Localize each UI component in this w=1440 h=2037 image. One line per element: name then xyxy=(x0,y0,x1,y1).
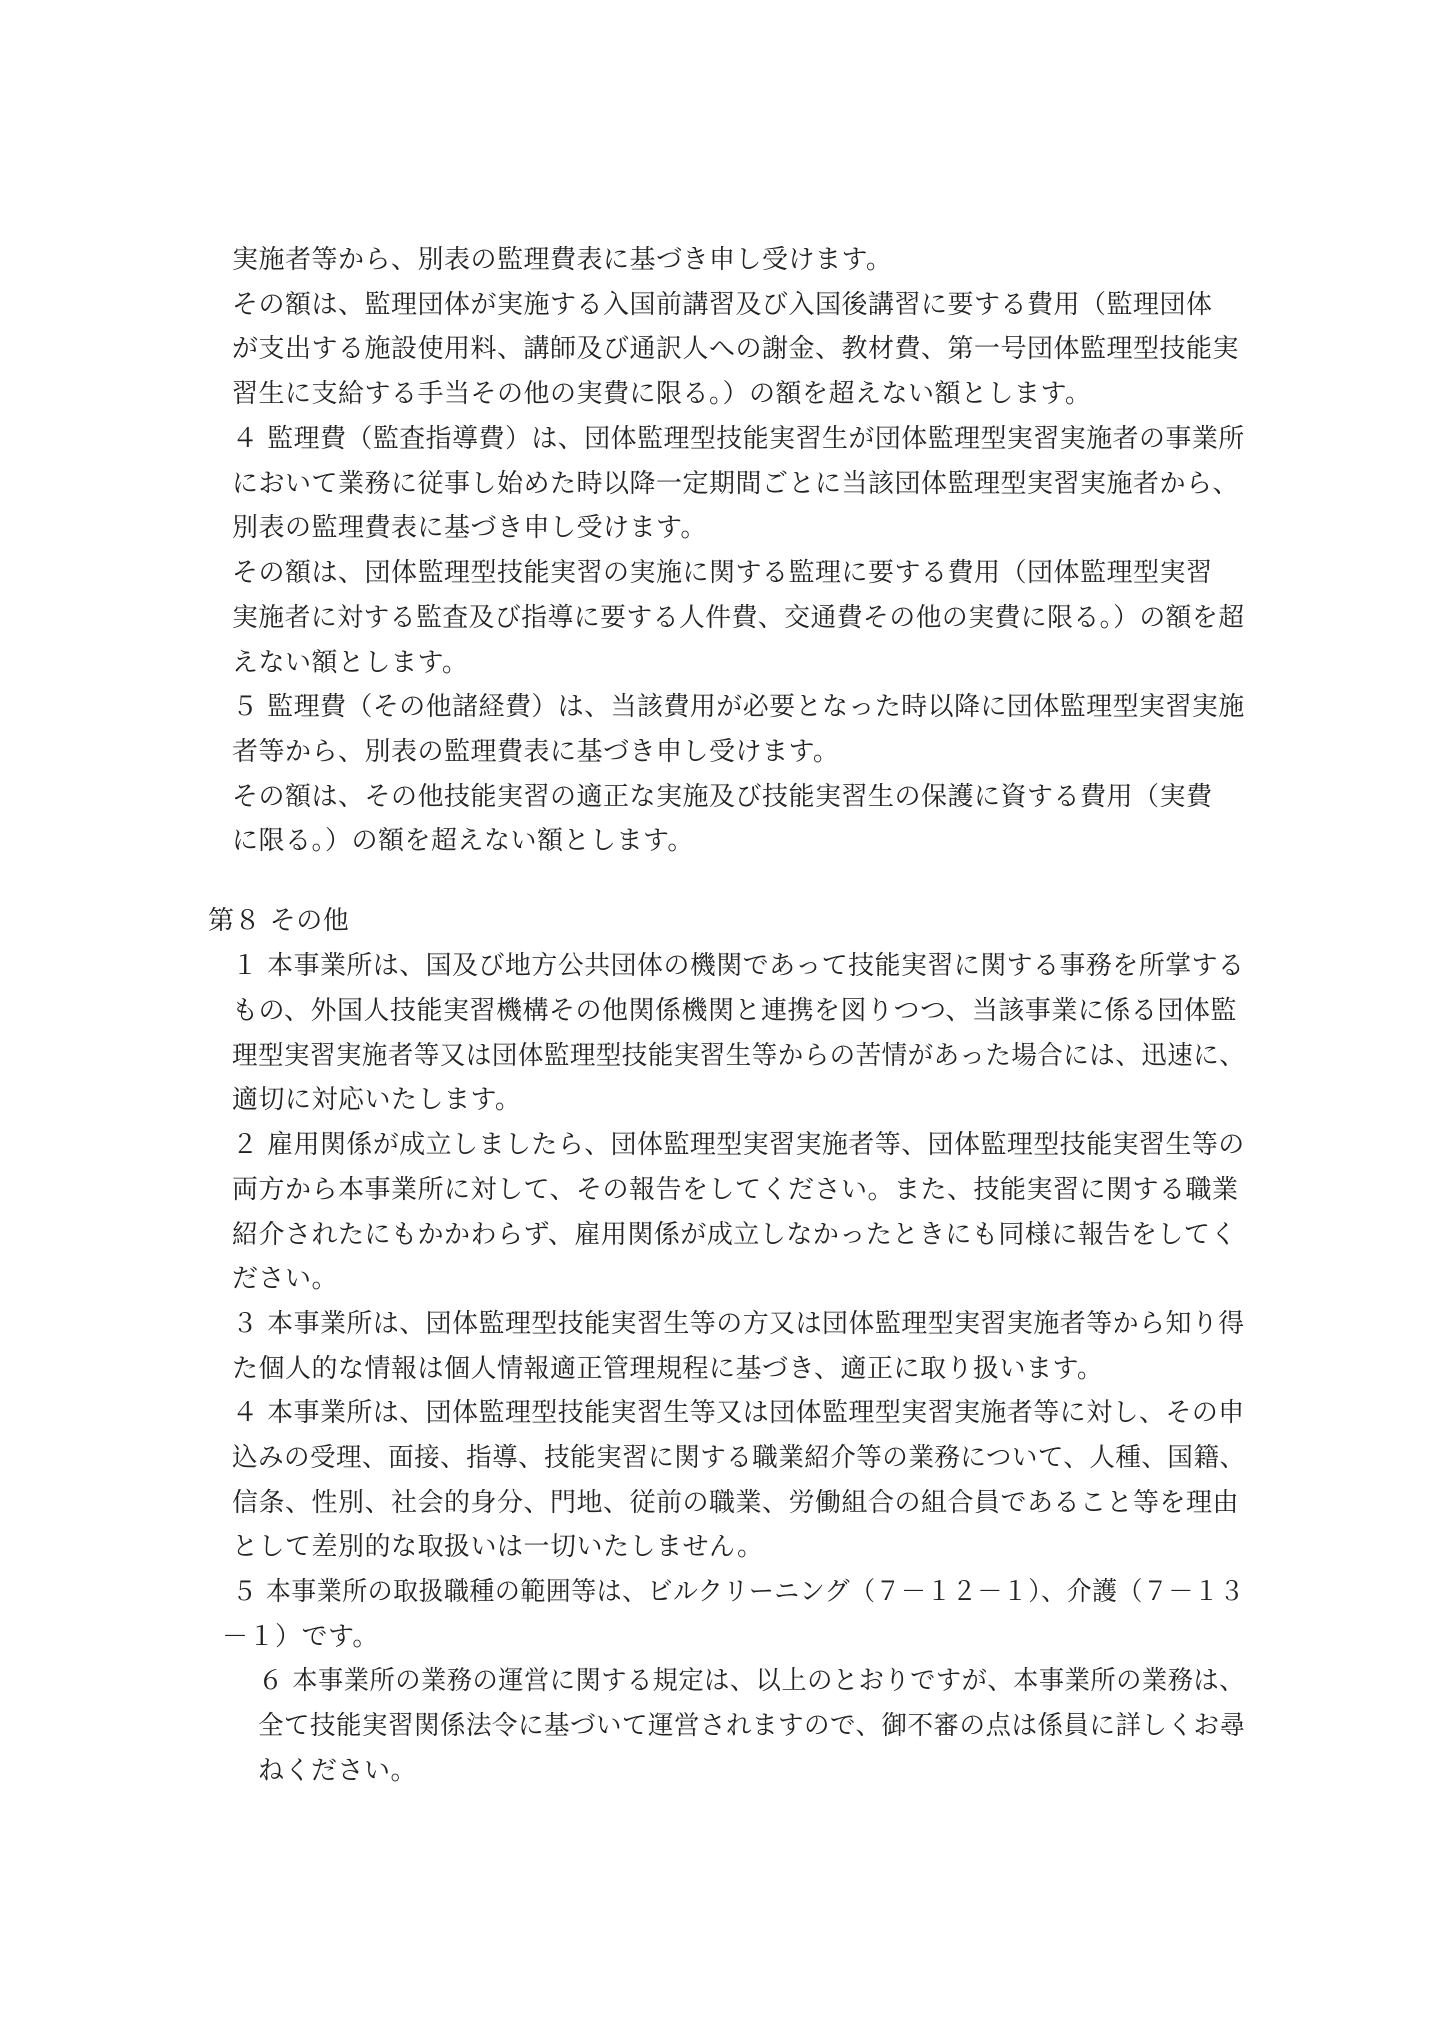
text-line: が支出する施設使用料、講師及び通訳人への謝金、教材費、第一号団体監理型技能実 xyxy=(232,334,1240,364)
text-line: 信条、性別、社会的身分、門地、従前の職業、労働組合の組合員であること等を理由 xyxy=(232,1488,1240,1518)
text-line: ３ 本事業所は、団体監理型技能実習生等の方又は団体監理型実習実施者等から知り得 xyxy=(232,1309,1245,1339)
text-line: ねください。 xyxy=(258,1756,418,1786)
text-line: ５ 監理費（その他諸経費）は、当該費用が必要となった時以降に団体監理型実習実施 xyxy=(232,692,1245,722)
text-line: その額は、団体監理型技能実習の実施に関する監理に要する費用（団体監理型実習 xyxy=(232,558,1213,588)
text-line: 紹介されたにもかかわらず、雇用関係が成立しなかったときにも同様に報告をしてく xyxy=(232,1220,1237,1250)
text-line: 適切に対応いたします。 xyxy=(232,1085,522,1115)
text-line: 全て技能実習関係法令に基づいて運営されますので、御不審の点は係員に詳しくお尋 xyxy=(258,1711,1246,1741)
text-line: ださい。 xyxy=(232,1264,339,1294)
text-line: ５ 本事業所の取扱職種の範囲等は、ビルクリーニング（７－１２－１）、介護（７－１３ xyxy=(232,1577,1245,1607)
text-line: －１）です。 xyxy=(222,1622,379,1652)
text-line: その額は、その他技能実習の適正な実施及び技能実習生の保護に資する費用（実費 xyxy=(232,782,1213,812)
text-line: として差別的な取扱いは一切いたしません。 xyxy=(232,1532,764,1562)
section-heading: 第８ その他 xyxy=(208,906,350,936)
text-line: ４ 監理費（監査指導費）は、団体監理型技能実習生が団体監理型実習実施者の事業所 xyxy=(232,424,1245,454)
text-line: その額は、監理団体が実施する入国前講習及び入国後講習に要する費用（監理団体 xyxy=(232,290,1213,320)
text-line: た個人的な情報は個人情報適正管理規程に基づき、適正に取り扱います。 xyxy=(232,1354,1104,1384)
text-line: 両方から本事業所に対して、その報告をしてください。また、技能実習に関する職業 xyxy=(232,1175,1239,1205)
text-line: 実施者等から、別表の監理費表に基づき申し受けます。 xyxy=(232,245,893,275)
text-line: 実施者に対する監査及び指導に要する人件費、交通費その他の実費に限る。）の額を超 xyxy=(232,603,1245,633)
text-line: 込みの受理、面接、指導、技能実習に関する職業紹介等の業務について、人種、国籍、 xyxy=(232,1443,1246,1473)
text-line: 別表の監理費表に基づき申し受けます。 xyxy=(232,513,707,543)
text-line: もの、外国人技能実習機構その他関係機関と連携を図りつつ、当該事業に係る団体監 xyxy=(232,996,1237,1026)
text-line: 理型実習実施者等又は団体監理型技能実習生等からの苦情があった場合には、迅速に、 xyxy=(232,1041,1246,1071)
text-line: ４ 本事業所は、団体監理型技能実習生等又は団体監理型実習実施者等に対し、その申 xyxy=(232,1398,1245,1428)
text-line: ２ 雇用関係が成立しましたら、団体監理型実習実施者等、団体監理型技能実習生等の xyxy=(232,1130,1245,1160)
text-line: えない額とします。 xyxy=(232,648,469,678)
text-line: に限る。）の額を超えない額とします。 xyxy=(232,826,694,856)
text-line: ６ 本事業所の業務の運営に関する規定は、以上のとおりですが、本事業所の業務は、 xyxy=(258,1666,1245,1696)
text-line: １ 本事業所は、国及び地方公共団体の機関であって技能実習に関する事務を所掌する xyxy=(232,951,1245,981)
text-line: 者等から、別表の監理費表に基づき申し受けます。 xyxy=(232,737,840,767)
text-line: 習生に支給する手当その他の実費に限る。）の額を超えない額とします。 xyxy=(232,379,1092,409)
text-line: において業務に従事し始めた時以降一定期間ごとに当該団体監理型実習実施者から、 xyxy=(232,469,1240,499)
